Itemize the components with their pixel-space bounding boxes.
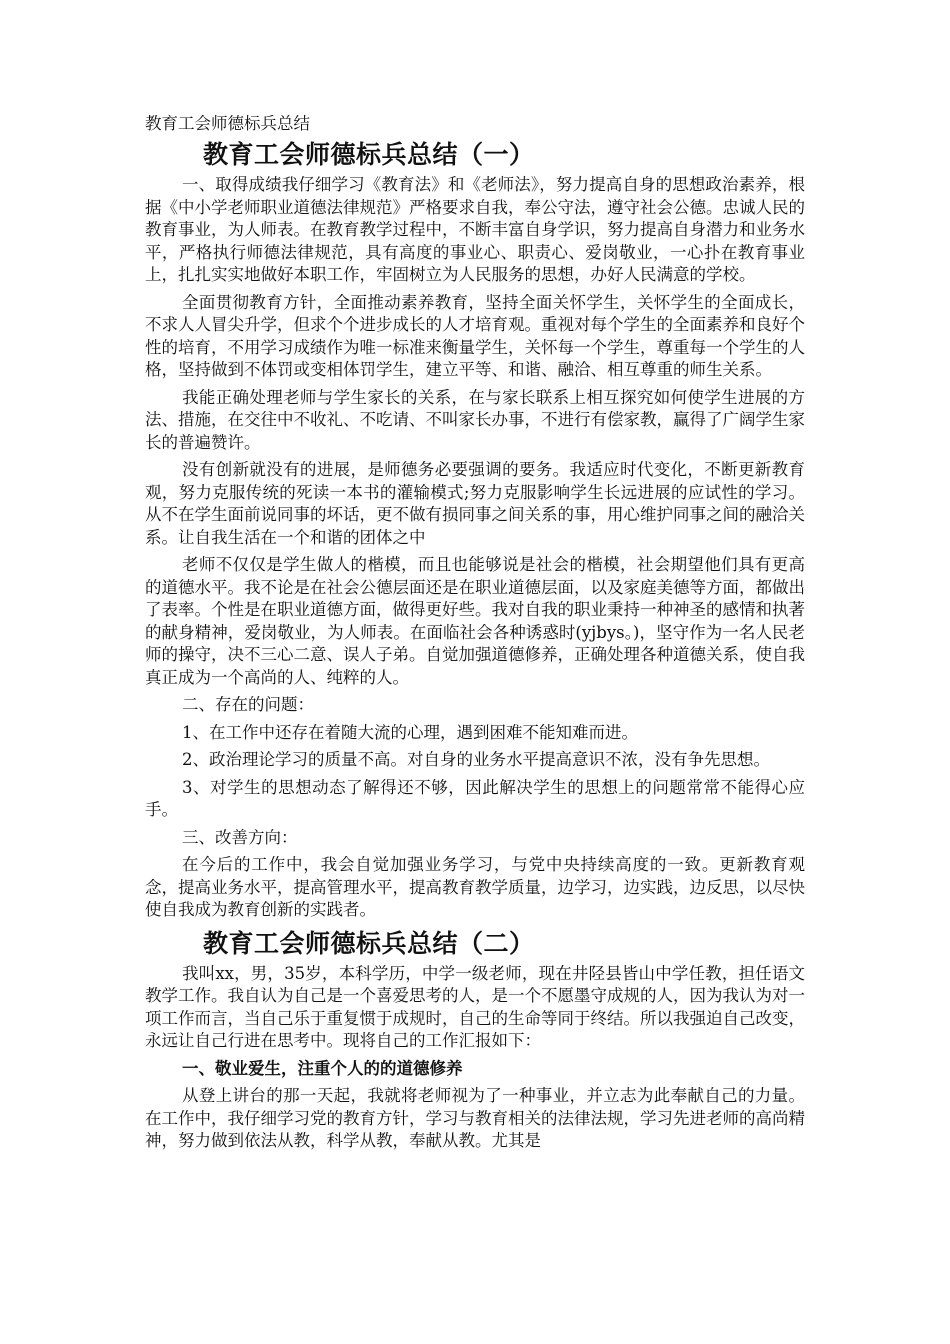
- paragraph-problem-1: 1、在工作中还存在着随大流的心理，遇到困难不能知难而进。: [182, 722, 638, 742]
- paragraph-parents: 我能正确处理老师与学生家长的关系，在与家长联系上相互探究如何使学生进展的方法、措施，在交往中不收礼、不吃请、不叫家长办事，不进行有偿家教，赢得了广阔学生家长的普遍赞许。: [145, 387, 805, 452]
- document-header: 教育工会师德标兵总结: [145, 114, 310, 133]
- section-title-2: 教育工会师德标兵总结（二）: [203, 928, 535, 958]
- paragraph-dedication: 从登上讲台的那一天起，我就将老师视为了一种事业，并立志为此奉献自己的力量。在工作中，我仔细学习党的教育方针，学习与教育相关的法律法规，学习先进老师的高尚精神，努力做到依法从教，科学从教，奉献从教。尤其是: [145, 1086, 805, 1150]
- paragraph-problems-heading: 二、存在的问题：: [182, 695, 314, 714]
- paragraph-innovation: 没有创新就没有的进展，是师德务必要强调的要务。我适应时代变化，不断更新教育观，努力克服传统的死读一本书的灌输模式;努力克服影响学生长远进展的应试性的学习。从不在学生面前说同事的坏话，更不做有损同事之间关系的事，用心维护同事之间的融洽关系。让自我生活在一个和谐的团体之中: [145, 460, 805, 547]
- document-page: [145, 112, 805, 1158]
- paragraph-problem-2: 2、政治理论学习的质量不高。对自身的业务水平提高意识不浓，没有争先思想。: [182, 750, 770, 769]
- paragraph-role-model: 老师不仅仅是学生做人的楷模，而且也能够说是社会的楷模，社会期望他们具有更高的道德水平。我不论是在社会公德层面还是在职业道德层面，以及家庭美德等方面，都做出了表率。个性是在职业道德方面，做得更好些。我对自我的职业秉持一种神圣的感情和执著的献身精神，爱岗敬业，为人师表。在面临社会各种诱惑时(yjbys。)，坚守作为一名人民老师的操守，决不三心二意、误人子弟。自觉加强道德修养，正确处理各种道德关系，使自我真正成为一个高尚的人、纯粹的人。: [145, 555, 805, 687]
- paragraph-intro: 我叫xx，男，35岁，本科学历，中学一级老师，现在井陉县皆山中学任教，担任语文教学工作。我自认为自己是一个喜爱思考的人，是一个不愿墨守成规的人，因为我认为对一项工作而言，当自己乐于重复惯于成规时，自己的生命等同于终结。所以我强迫自己改变，永远让自己行进在思考中。现将自己的工作汇报如下：: [145, 963, 805, 1050]
- paragraph-achievements: 一、取得成绩我仔细学习《教育法》和《老师法》，努力提高自身的思想政治素养，根据《中小学老师职业道德法律规范》严格要求自我，奉公守法，遵守社会公德。忠诚人民的教育事业，为人师表。在教育教学过程中，不断丰富自身学识，努力提高自身潜力和业务水平，严格执行师德法律规范，具有高度的事业心、职责心、爱岗敬业，一心扑在教育事业上，扎扎实实地做好本职工作，牢固树立为人民服务的思想，办好人民满意的学校。: [145, 175, 805, 284]
- subheading-dedication: 一、敬业爱生，注重个人的的道德修养: [182, 1058, 463, 1078]
- paragraph-improvement: 在今后的工作中，我会自觉加强业务学习，与党中央持续高度的一致。更新教育观念，提高业务水平，提高管理水平，提高教育教学质量，边学习，边实践，边反思，以尽快使自我成为教育创新的实践者。: [145, 855, 805, 919]
- paragraph-problem-3: 3、对学生的思想动态了解得还不够，因此解决学生的思想上的问题常常不能得心应手。: [145, 777, 805, 819]
- paragraph-improvement-heading: 三、改善方向：: [182, 827, 298, 847]
- paragraph-education-policy: 全面贯彻教育方针，全面推动素养教育，坚持全面关怀学生，关怀学生的全面成长，不求人人冒尖升学，但求个个进步成长的人才培育观。重视对每个学生的全面素养和良好个性的培育，不用学习成绩作为唯一标准来衡量学生，关怀每一个学生，尊重每一个学生的人格，坚持做到不体罚或变相体罚学生，建立平等、和谐、融洽、相互尊重的师生关系。: [145, 292, 805, 379]
- section-title-1: 教育工会师德标兵总结（一）: [203, 140, 535, 169]
